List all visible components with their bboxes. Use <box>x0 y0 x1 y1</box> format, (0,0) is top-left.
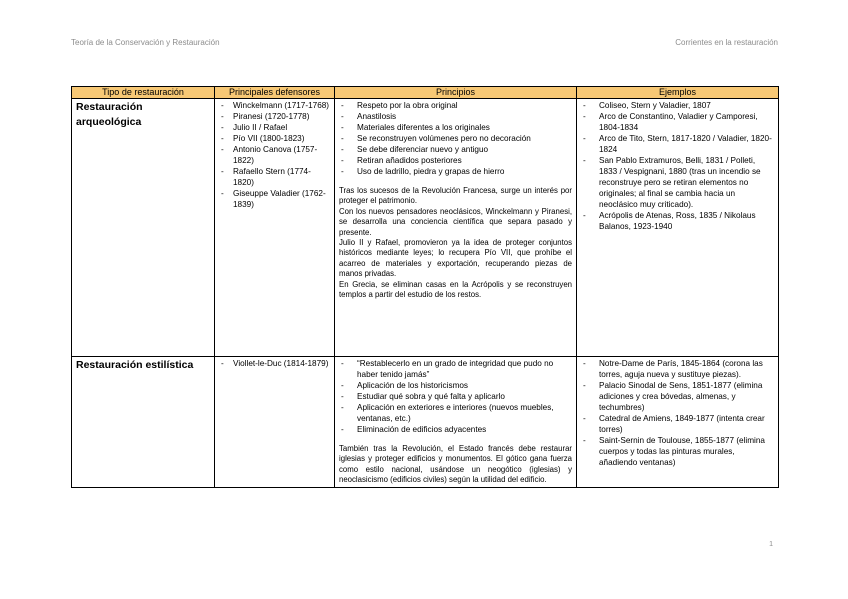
list-item: - Winckelmann (1717-1768) <box>219 100 330 111</box>
examples-cell <box>577 357 779 488</box>
list-item: - Arco de Tito, Stern, 1817-1820 / Valadier, 1820-1824 <box>581 133 774 155</box>
list-item: - Retiran añadidos posteriores <box>339 155 572 166</box>
header-cell-type: Tipo de restauración <box>72 87 215 99</box>
list-item: - Arco de Constantino, Valadier y Camporesi, 1804-1834 <box>581 111 774 133</box>
running-header-right: Corrientes en la restauración <box>675 38 778 47</box>
list-item: - Anastilosis <box>339 111 572 122</box>
list-item: - Respeto por la obra original <box>339 100 572 111</box>
restoration-table <box>71 86 779 488</box>
principles-context <box>339 186 572 300</box>
list-item: - Giseuppe Valadier (1762-1839) <box>219 188 330 210</box>
list-item: - Pío VII (1800-1823) <box>219 133 330 144</box>
page-number: 1 <box>769 541 773 548</box>
principles-cell <box>335 99 577 357</box>
list-item: - Notre-Dame de París, 1845-1864 (corona las torres, aguja nueva y sustituye piezas). <box>581 358 774 380</box>
list-item: - Uso de ladrillo, piedra y grapas de hierro <box>339 166 572 177</box>
principles-context <box>339 444 572 486</box>
list-item: - San Pablo Extramuros, Belli, 1831 / Polleti, 1833 / Vespignani, 1880 (tras un incendio se reconstruye pero se retiran elementos no originales; al final se cambia hacia un neoclásico muy criticado). <box>581 155 774 210</box>
examples-cell <box>577 99 779 357</box>
restoration-type: Restauración estilística <box>72 357 215 488</box>
list-item: - Aplicación en exteriores e interiores (nuevos muebles, ventanas, etc.) <box>339 402 572 424</box>
list-item: - Rafaello Stern (1774-1820) <box>219 166 330 188</box>
principles-cell <box>335 357 577 488</box>
list-item: - Palacio Sinodal de Sens, 1851-1877 (elimina adiciones y crea bóvedas, almenas, y techumbres) <box>581 380 774 413</box>
header-cell-examples: Ejemplos <box>577 87 779 99</box>
list-item: - Catedral de Amiens, 1849-1877 (intenta crear torres) <box>581 413 774 435</box>
running-header-left: Teoría de la Conservación y Restauración <box>71 38 220 47</box>
list-item: - Saint-Sernin de Toulouse, 1855-1877 (elimina cuerpos y todas las pinturas murales, añadiendo ventanas) <box>581 435 774 468</box>
context-paragraph: También tras la Revolución, el Estado francés debe restaurar iglesias y proteger edificios y monumentos. El gótico gana fuerza como estilo nacional, usándose un neogótico (iglesias) y neoclasicismo (edificios civiles) según la utilidad del edificio. <box>339 444 572 485</box>
defenders-cell <box>215 99 335 357</box>
list-item: - Se debe diferenciar nuevo y antiguo <box>339 144 572 155</box>
list-item: - Acrópolis de Atenas, Ross, 1835 / Nikolaus Balanos, 1923-1940 <box>581 210 774 232</box>
context-paragraph: En Grecia, se eliminan casas en la Acrópolis y se reconstruyen templos a partir del estudio de los restos. <box>339 279 572 300</box>
context-paragraph: Con los nuevos pensadores neoclásicos, Winckelmann y Piranesi, se desarrolla una conciencia científica que separa pasado y presente. <box>339 206 572 237</box>
list-item: - Aplicación de los historicismos <box>339 380 572 391</box>
list-item: - “Restablecerlo en un grado de integridad que pudo no haber tenido jamás” <box>339 358 572 380</box>
list-item: - Viollet-le-Duc (1814-1879) <box>219 358 330 369</box>
header-cell-defenders: Principales defensores <box>215 87 335 99</box>
table-header-row <box>72 87 779 99</box>
list-item: - Eliminación de edificios adyacentes <box>339 424 572 435</box>
list-item: - Se reconstruyen volúmenes pero no decoración <box>339 133 572 144</box>
context-paragraph: Julio II y Rafael, promovieron ya la idea de proteger conjuntos históricos mediante leyes; lo recupera Pío VII, que prohíbe el acarreo de materiales y exportación, recuperando piezas de manos privadas. <box>339 238 572 279</box>
table-row <box>72 357 779 488</box>
list-item: - Antonio Canova (1757-1822) <box>219 144 330 166</box>
table-row <box>72 99 779 357</box>
list-item: - Coliseo, Stern y Valadier, 1807 <box>581 100 774 111</box>
context-paragraph: Tras los sucesos de la Revolución Francesa, surge un interés por proteger el patrimonio. <box>339 186 572 206</box>
restoration-type: Restauración arqueológica <box>72 99 215 357</box>
header-cell-principles: Principios <box>335 87 577 99</box>
list-item: - Materiales diferentes a los originales <box>339 122 572 133</box>
list-item: - Julio II / Rafael <box>219 122 330 133</box>
defenders-cell <box>215 357 335 488</box>
list-item: - Estudiar qué sobra y qué falta y aplicarlo <box>339 391 572 402</box>
list-item: - Piranesi (1720-1778) <box>219 111 330 122</box>
